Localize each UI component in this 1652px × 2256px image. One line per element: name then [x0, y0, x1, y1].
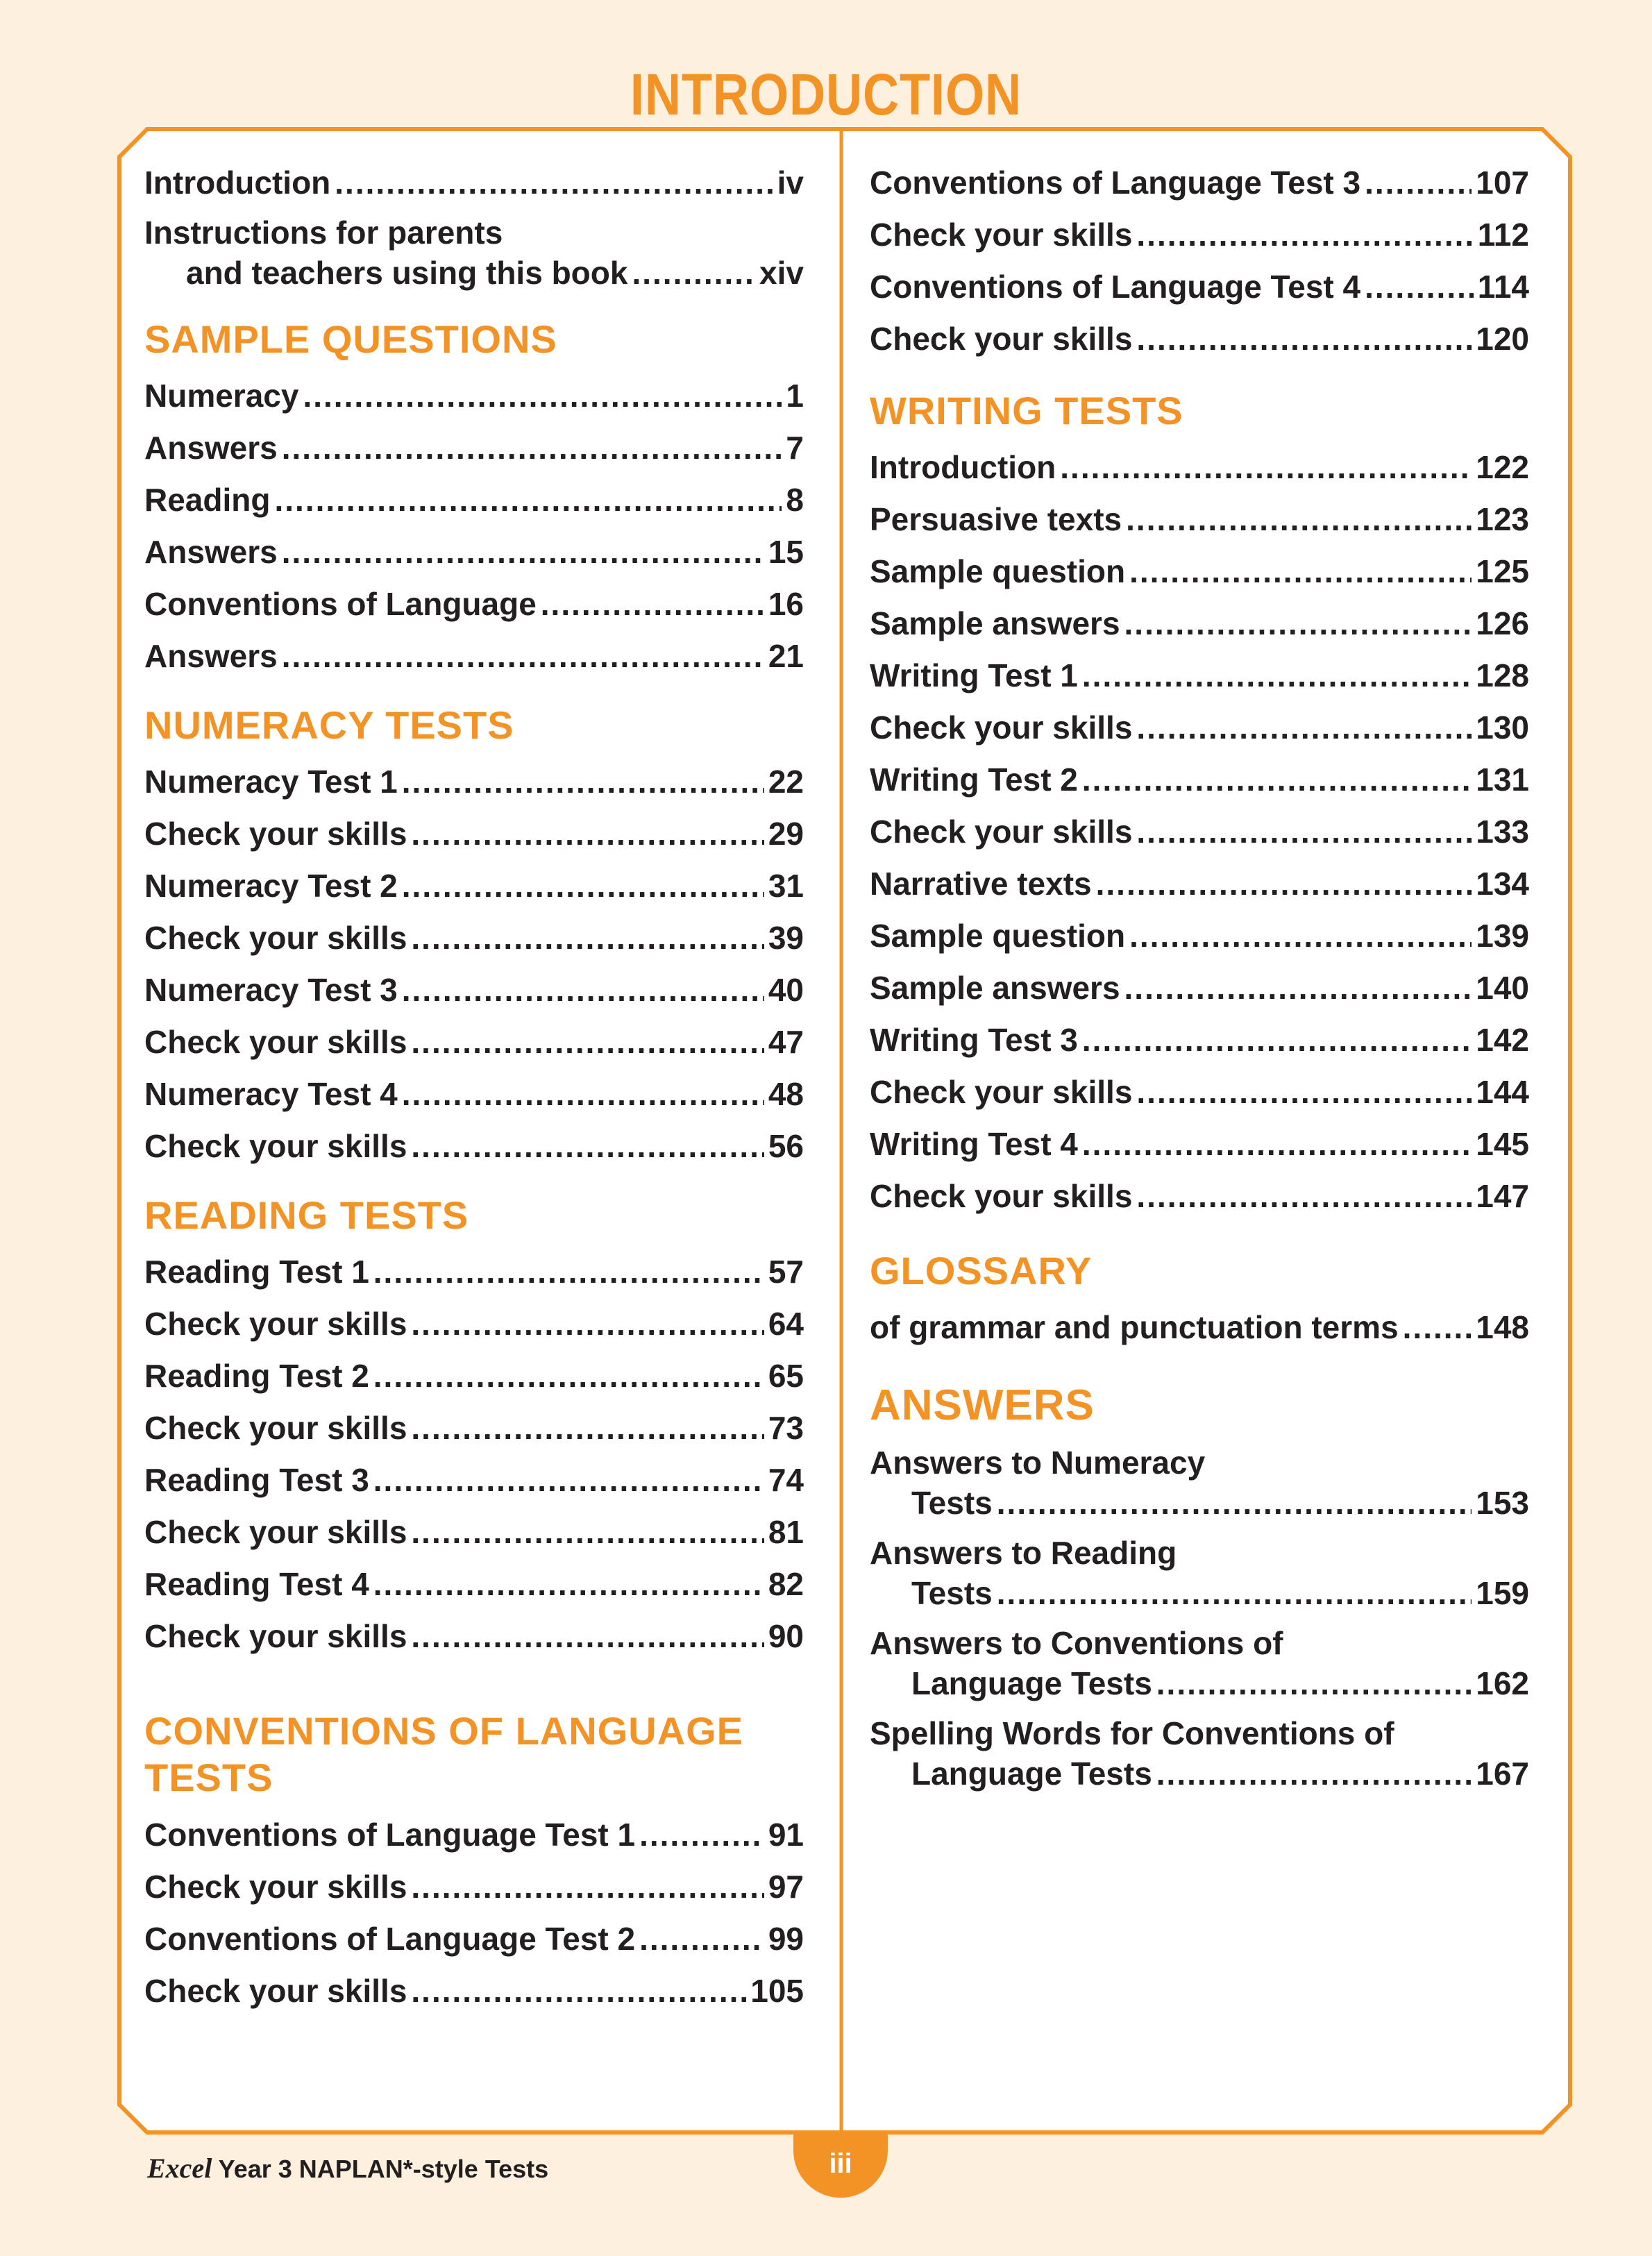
toc-right-column: [870, 160, 1529, 1790]
toc-entry[interactable]: Check your skills ..... 112: [870, 219, 1529, 251]
toc-entry[interactable]: Check your skills ..... 29: [144, 818, 804, 850]
section-heading: GLOSSARY: [870, 1249, 1093, 1293]
toc-entry[interactable]: Answers to Reading Tests ..... 159: [870, 1537, 1529, 1609]
toc-entry[interactable]: Conventions of Language Test 2 ..... 99: [144, 1923, 804, 1955]
toc-left-column: [144, 160, 804, 2010]
page-title: INTRODUCTION: [630, 62, 1022, 127]
toc-entry[interactable]: Writing Test 1 ..... 128: [870, 659, 1529, 691]
toc-list: [870, 451, 1529, 1212]
toc-entry[interactable]: Writing Test 3 ..... 142: [870, 1024, 1529, 1056]
toc-entry[interactable]: Check your skills ..... 47: [144, 1026, 804, 1058]
toc-entry[interactable]: Answers ..... 21: [144, 640, 804, 672]
toc-entry[interactable]: Check your skills ..... 81: [144, 1516, 804, 1548]
section-heading: NUMERACY TESTS: [144, 703, 514, 747]
toc-entry[interactable]: Writing Test 4 ..... 145: [870, 1128, 1529, 1160]
toc-entry[interactable]: Check your skills ..... 56: [144, 1130, 804, 1162]
toc-entry[interactable]: Sample answers ..... 140: [870, 972, 1529, 1004]
toc-list: [144, 380, 804, 672]
toc-entry[interactable]: Answers ..... 7: [144, 432, 804, 464]
toc-entry[interactable]: Check your skills ..... 144: [870, 1076, 1529, 1108]
toc-entry[interactable]: Reading Test 4 ..... 82: [144, 1568, 804, 1600]
section-heading: READING TESTS: [144, 1193, 469, 1237]
toc-entry[interactable]: Check your skills ..... 120: [870, 323, 1529, 355]
toc-entry[interactable]: Check your skills ..... 130: [870, 712, 1529, 743]
toc-entry[interactable]: Persuasive texts ..... 123: [870, 503, 1529, 535]
toc-entry[interactable]: Introduction ..... 122: [870, 451, 1529, 483]
toc-entry[interactable]: Numeracy ..... 1: [144, 380, 804, 412]
toc-entry[interactable]: of grammar and punctuation terms ..... 148: [870, 1311, 1529, 1343]
toc-entry[interactable]: Spelling Words for Conventions of Language Tests ..... 167: [870, 1717, 1529, 1790]
toc-entry[interactable]: Conventions of Language ..... 16: [144, 588, 804, 620]
section-heading: CONVENTIONS OF LANGUAGE TESTS: [144, 1709, 744, 1800]
toc-entry[interactable]: Writing Test 2 ..... 131: [870, 764, 1529, 796]
toc-entry[interactable]: Numeracy Test 1 ..... 22: [144, 766, 804, 798]
toc-entry[interactable]: Reading Test 1 ..... 57: [144, 1256, 804, 1288]
toc-list: [144, 1817, 804, 2010]
toc-entry[interactable]: Answers to Conventions of Language Tests ..... 162: [870, 1627, 1529, 1699]
toc-entry[interactable]: Narrative texts ..... 134: [870, 868, 1529, 900]
toc-entry[interactable]: Sample answers ..... 126: [870, 607, 1529, 639]
toc-entry[interactable]: Reading ..... 8: [144, 484, 804, 516]
toc-entry[interactable]: Numeracy Test 2 ..... 31: [144, 870, 804, 902]
toc-entry[interactable]: Check your skills ..... 90: [144, 1620, 804, 1652]
toc-entry[interactable]: Reading Test 2 ..... 65: [144, 1360, 804, 1392]
toc-entry[interactable]: Check your skills ..... 147: [870, 1180, 1529, 1212]
toc-entry[interactable]: Answers ..... 15: [144, 536, 804, 568]
toc-entry[interactable]: Instructions for parents and teachers using this book ..... xiv: [144, 217, 804, 289]
toc-list: [870, 167, 1529, 355]
section-heading: SAMPLE QUESTIONS: [144, 317, 557, 361]
footer-text: Year 3 NAPLAN*-style Tests: [218, 2155, 549, 2183]
toc-entry[interactable]: Reading Test 3 ..... 74: [144, 1464, 804, 1496]
toc-entry[interactable]: Conventions of Language Test 3 ..... 107: [870, 167, 1529, 199]
footer: [147, 2152, 548, 2185]
toc-entry[interactable]: Sample question ..... 139: [870, 920, 1529, 952]
toc-entry[interactable]: Check your skills ..... 133: [870, 816, 1529, 848]
page-number: iii: [829, 2148, 852, 2179]
toc-list: [144, 1256, 804, 1652]
toc-entry[interactable]: Conventions of Language Test 1 ..... 91: [144, 1819, 804, 1851]
toc-entry[interactable]: Numeracy Test 3 ..... 40: [144, 974, 804, 1006]
footer-brand: Excel: [147, 2153, 212, 2184]
toc-entry[interactable]: Sample question ..... 125: [870, 555, 1529, 587]
toc-entry[interactable]: Check your skills ..... 39: [144, 922, 804, 954]
toc-entry[interactable]: Introduction ..... iv: [144, 167, 804, 199]
section-heading: ANSWERS: [870, 1381, 1095, 1429]
toc-entry[interactable]: Check your skills ..... 73: [144, 1412, 804, 1444]
toc-entry[interactable]: Check your skills ..... 64: [144, 1308, 804, 1340]
toc-list: [144, 766, 804, 1162]
toc-entry[interactable]: Check your skills ..... 97: [144, 1871, 804, 1903]
section-heading: WRITING TESTS: [870, 389, 1183, 432]
toc-entry[interactable]: Numeracy Test 4 ..... 48: [144, 1078, 804, 1110]
toc-entry[interactable]: Conventions of Language Test 4 ..... 114: [870, 271, 1529, 303]
toc-entry[interactable]: Answers to Numeracy Tests ..... 153: [870, 1447, 1529, 1519]
toc-list: [870, 1447, 1529, 1790]
toc-entry[interactable]: Check your skills ..... 105: [144, 1975, 804, 2007]
